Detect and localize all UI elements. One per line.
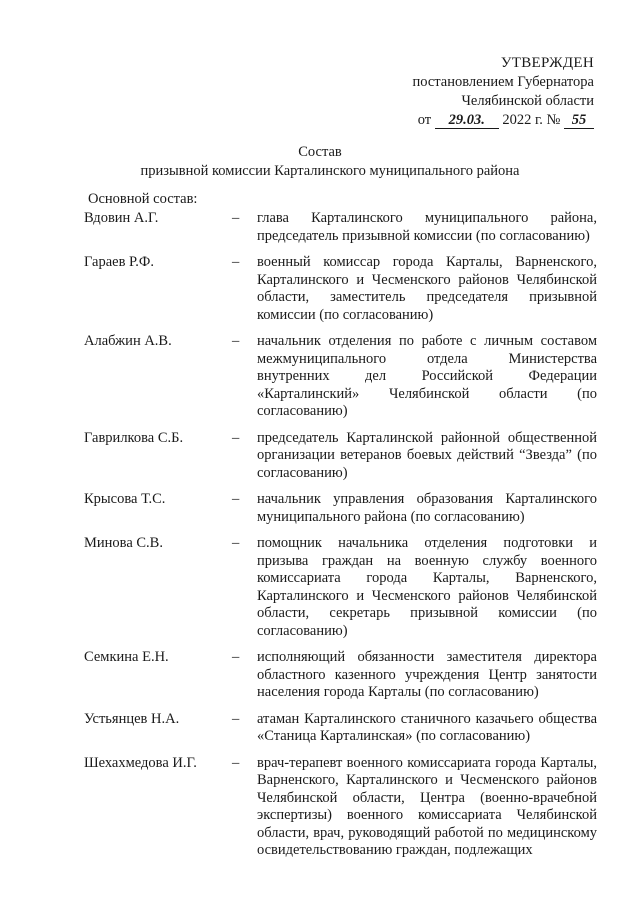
member-dash: – <box>232 754 240 771</box>
title-line-2: призывной комиссии Карталинского муниципального района <box>140 163 520 179</box>
section-label: Основной состав: <box>88 191 198 207</box>
member-description: помощник начальника отделения подготовки и призыва граждан на военную службу военного комиссариата города Карталы, Варненского, Карталинского и Чесменского районов Челябинской области, секретарь призывной комиссии (по согласованию) <box>257 535 597 639</box>
member-name: Гаврилкова С.Б. <box>84 429 184 446</box>
member-row <box>0 210 640 245</box>
member-description: глава Карталинского муниципального района, председатель призывной комиссии (по согласованию) <box>257 210 597 244</box>
approval-stamp <box>412 54 594 130</box>
member-row <box>0 755 640 860</box>
document-title <box>0 143 640 181</box>
member-dash: – <box>232 429 240 446</box>
approval-year: 2022 г. № <box>502 112 561 128</box>
member-dash: – <box>232 491 240 507</box>
approval-date-line <box>412 111 594 130</box>
member-name: Минова С.В. <box>84 535 163 551</box>
member-name: Алабжин А.В. <box>84 333 172 349</box>
approval-number: 55 <box>564 113 594 129</box>
approval-prefix: от <box>417 112 432 128</box>
member-name: Шехахмедова И.Г. <box>84 754 197 771</box>
member-description: исполняющий обязанности заместителя директора областного казенного учреждения Центр занятости населения города Карталы (по согласованию) <box>257 649 597 700</box>
member-description: председатель Карталинской районной общественной организации ветеранов боевых действий “Звезда” (по согласованию) <box>257 429 597 481</box>
member-name: Устьянцев Н.А. <box>84 710 180 727</box>
member-description: начальник управления образования Карталинского муниципального района (по согласованию) <box>257 491 597 525</box>
member-dash: – <box>232 333 240 349</box>
approval-date: 29.03. <box>435 113 499 129</box>
title-line-1: Состав <box>298 144 342 160</box>
member-dash: – <box>232 649 240 665</box>
approval-line-2: Челябинской области <box>461 93 594 109</box>
member-row <box>0 254 640 324</box>
member-row <box>0 649 640 702</box>
member-description: начальник отделения по работе с личным составом межмуниципального отдела Министерства внутренних дел Российской Федерации «Карталинский» Челябинской области (по согласованию) <box>257 333 597 419</box>
member-row <box>0 430 640 483</box>
member-description: врач-терапевт военного комиссариата города Карталы, Варненского, Карталинского и Чесменского районов Челябинской области, Центра (военно-врачебной экспертизы) военного комиссариата Челябинской области, врач, руководящий работой по медицинскому освидетельствованию граждан, подлежащих <box>257 754 597 858</box>
member-row <box>0 491 640 526</box>
member-row <box>0 711 640 746</box>
member-dash: – <box>232 210 240 226</box>
member-list <box>0 210 640 869</box>
member-description: атаман Карталинского станичного казачьего общества «Станица Карталинская» (по согласованию) <box>257 710 597 744</box>
member-row <box>0 535 640 640</box>
member-dash: – <box>232 535 240 551</box>
member-row <box>0 333 640 421</box>
member-name: Крысова Т.С. <box>84 491 166 507</box>
member-name: Семкина Е.Н. <box>84 649 169 665</box>
approval-line-1: постановлением Губернатора <box>412 74 594 90</box>
member-name: Гараев Р.Ф. <box>84 254 155 270</box>
member-dash: – <box>232 710 240 727</box>
member-name: Вдовин А.Г. <box>84 210 159 226</box>
member-description: военный комиссар города Карталы, Варненского, Карталинского и Чесменского районов Челябинской области, заместитель председателя призывной комиссии (по согласованию) <box>257 254 597 323</box>
approval-heading: УТВЕРЖДЕН <box>500 55 594 71</box>
member-dash: – <box>232 254 240 270</box>
